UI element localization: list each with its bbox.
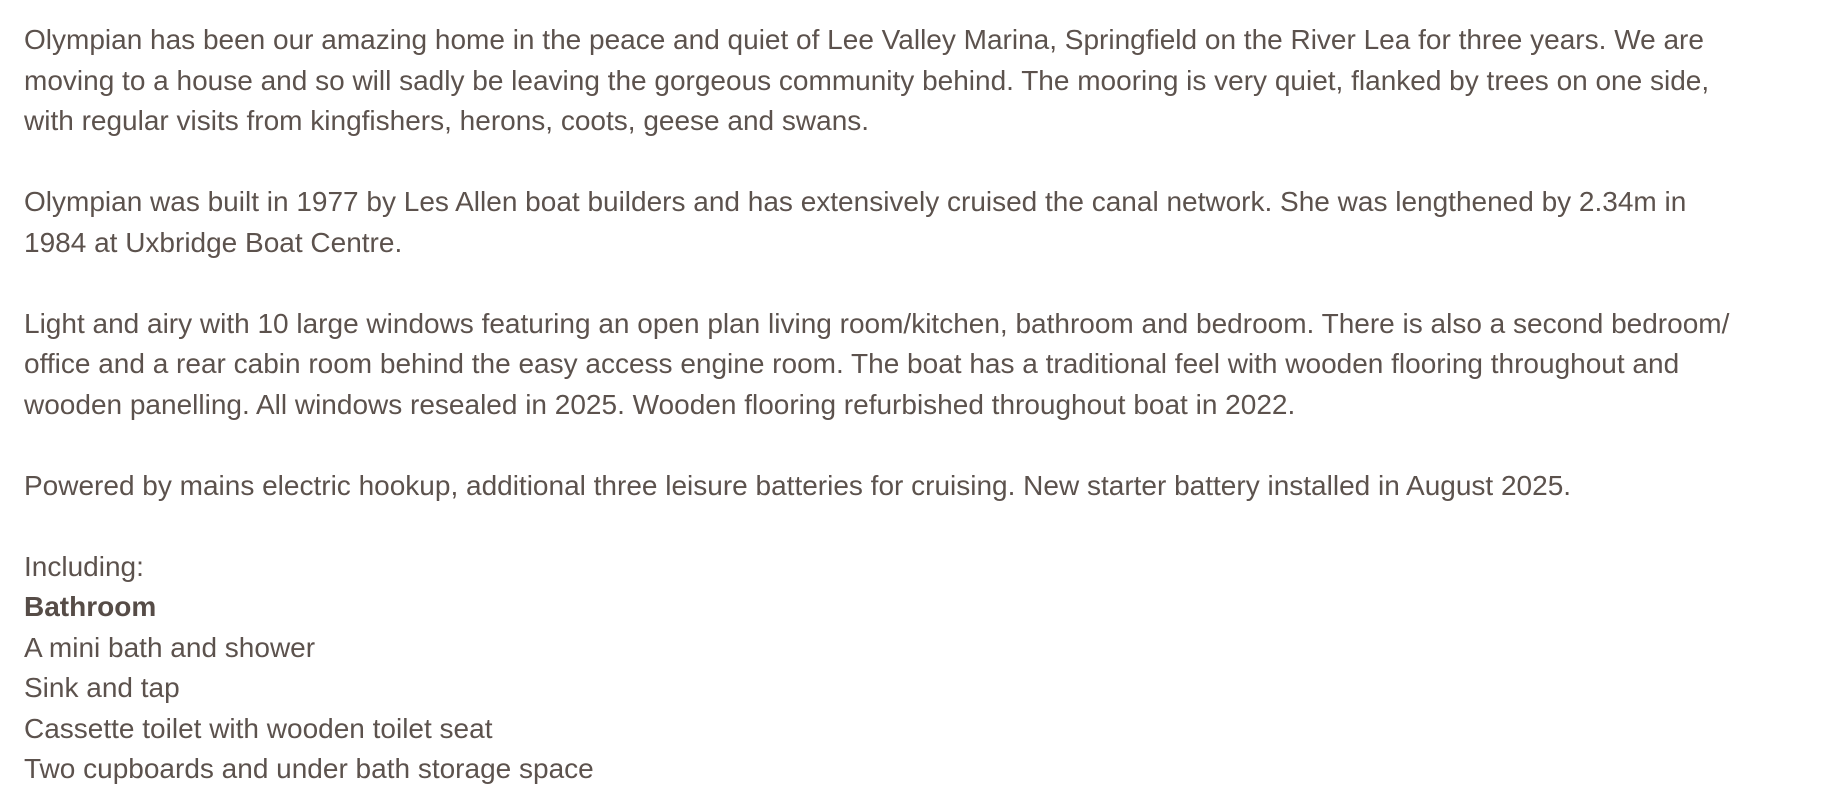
features-section	[24, 547, 1800, 790]
paragraph-line: Olympian was built in 1977 by Les Allen boat builders and has extensively cruised the canal network. She was lengthened by 2.34m in	[24, 186, 1687, 217]
features-intro: Including:	[24, 550, 144, 582]
history-paragraph	[24, 182, 1800, 263]
list-item: Cassette toilet with wooden toilet seat	[24, 712, 493, 744]
paragraph-line: office and a rear cabin room behind the easy access engine room. The boat has a traditional feel with wooden flooring throughout and	[24, 348, 1680, 379]
paragraph-line: 1984 at Uxbridge Boat Centre.	[24, 226, 403, 258]
paragraph-line: with regular visits from kingfishers, herons, coots, geese and swans.	[24, 105, 870, 136]
paragraph-line: Olympian has been our amazing home in the peace and quiet of Lee Valley Marina, Springfield on the River Lea for three years. We are	[24, 24, 1704, 55]
paragraph-line: Light and airy with 10 large windows featuring an open plan living room/kitchen, bathroom and bedroom. There is also a second bedroom/	[24, 307, 1730, 339]
intro-paragraph	[24, 20, 1800, 142]
paragraph-line: Powered by mains electric hookup, additional three leisure batteries for cruising. New starter battery installed in August 2025.	[24, 469, 1572, 501]
layout-paragraph	[24, 304, 1800, 426]
list-item: Two cupboards and under bath storage space	[24, 753, 594, 784]
bathroom-heading: Bathroom	[24, 591, 157, 622]
list-item: A mini bath and shower	[24, 631, 316, 663]
paragraph-line: wooden panelling. All windows resealed in 2025. Wooden flooring refurbished throughout boat in 2022.	[24, 388, 1296, 420]
list-item: Sink and tap	[24, 672, 180, 703]
bathroom-feature-list	[24, 628, 1800, 790]
paragraph-line: moving to a house and so will sadly be leaving the gorgeous community behind. The mooring is very quiet, flanked by trees on one side,	[24, 64, 1710, 96]
power-paragraph	[24, 466, 1800, 507]
